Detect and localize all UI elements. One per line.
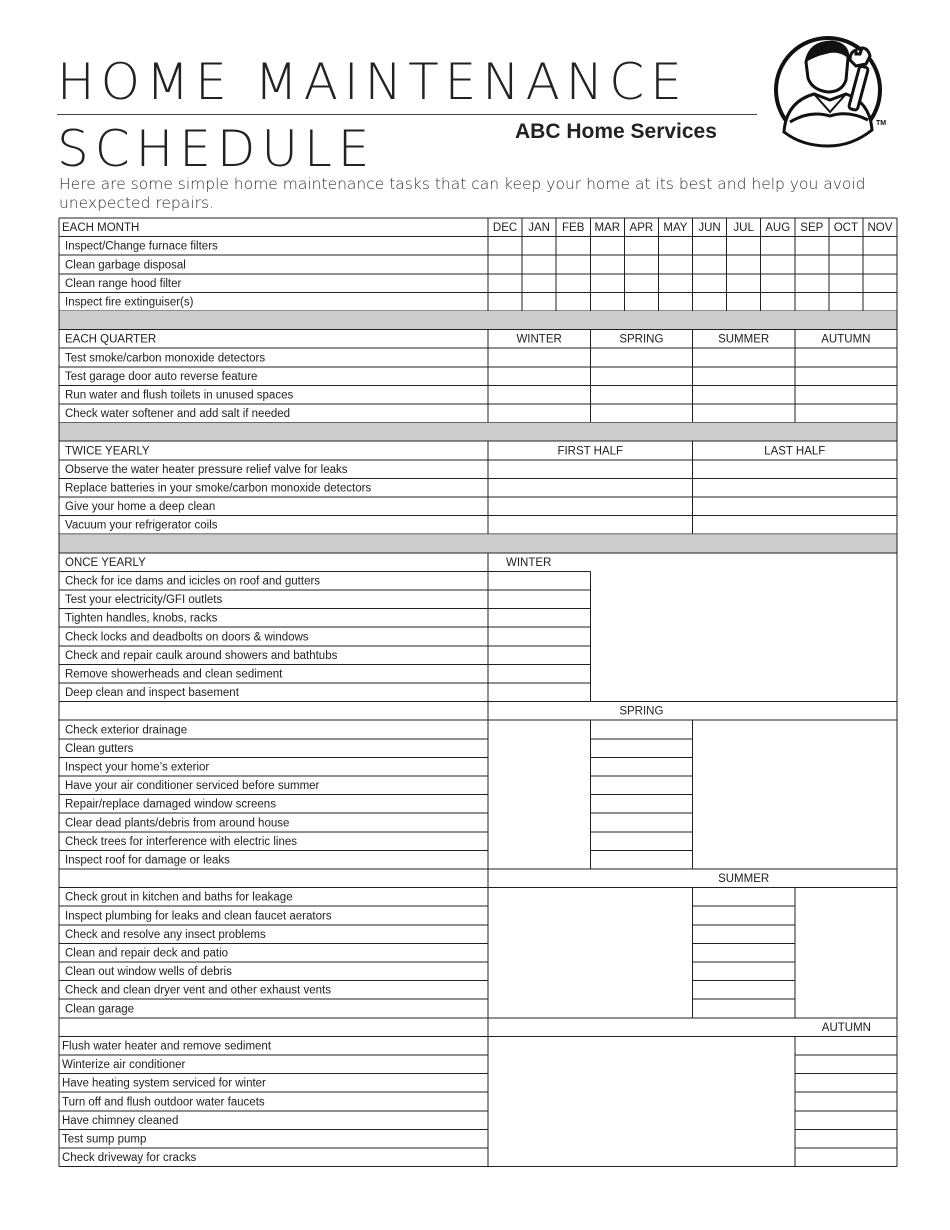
month-checkbox[interactable]	[590, 255, 624, 274]
task-label: Vacuum your refrigerator coils	[65, 519, 218, 532]
month-checkbox[interactable]	[761, 237, 795, 256]
month-checkbox[interactable]	[795, 292, 829, 311]
month-checkbox[interactable]	[556, 255, 590, 274]
month-checkbox[interactable]	[863, 255, 897, 274]
month-checkbox[interactable]	[624, 274, 658, 293]
month-column-header: OCT	[833, 222, 859, 235]
season-checkbox[interactable]	[590, 757, 692, 776]
season-checkbox[interactable]	[693, 962, 795, 981]
season-checkbox[interactable]	[795, 1111, 897, 1130]
quarter-checkbox[interactable]	[590, 385, 692, 404]
quarter-checkbox[interactable]	[795, 404, 897, 423]
month-checkbox[interactable]	[761, 274, 795, 293]
quarter-checkbox[interactable]	[795, 348, 897, 367]
season-checkbox[interactable]	[795, 1129, 897, 1148]
quarter-checkbox[interactable]	[693, 404, 795, 423]
quarter-checkbox[interactable]	[693, 367, 795, 386]
task-label: Clear dead plants/debris from around house	[65, 817, 290, 830]
quarter-checkbox[interactable]	[590, 367, 692, 386]
quarter-checkbox[interactable]	[693, 348, 795, 367]
task-label: Inspect plumbing for leaks and clean faucet aerators	[65, 910, 332, 923]
month-checkbox[interactable]	[522, 274, 556, 293]
season-checkbox[interactable]	[488, 664, 590, 683]
task-label: Observe the water heater pressure relief valve for leaks	[65, 463, 348, 476]
half-checkbox[interactable]	[488, 516, 693, 535]
task-label: Remove showerheads and clean sediment	[65, 668, 283, 681]
season-checkbox[interactable]	[488, 571, 590, 590]
month-checkbox[interactable]	[829, 274, 863, 293]
season-checkbox[interactable]	[590, 832, 692, 851]
task-label: Clean garage	[65, 1003, 135, 1016]
task-label: Check and resolve any insect problems	[65, 928, 266, 941]
task-label: Check trees for interference with electric lines	[65, 835, 298, 848]
task-label: Replace batteries in your smoke/carbon monoxide detectors	[65, 482, 372, 495]
half-checkbox[interactable]	[693, 516, 898, 535]
season-subheader-winter: WINTER	[506, 556, 552, 569]
month-checkbox[interactable]	[522, 292, 556, 311]
task-label: Winterize air conditioner	[62, 1059, 186, 1072]
task-label: Inspect/Change furnace filters	[65, 240, 218, 253]
quarter-checkbox[interactable]	[795, 367, 897, 386]
season-subheader-spring: SPRING	[619, 705, 664, 718]
page-title-line-2: SCHEDULE	[57, 120, 376, 178]
month-checkbox[interactable]	[624, 255, 658, 274]
task-label: Check driveway for cracks	[62, 1152, 197, 1165]
task-label: Clean gutters	[65, 742, 134, 755]
month-column-header: MAR	[594, 222, 621, 235]
month-column-header: JUL	[733, 222, 754, 235]
task-label: Check and repair caulk around showers and bathtubs	[65, 649, 338, 662]
season-checkbox[interactable]	[795, 1074, 897, 1093]
month-checkbox[interactable]	[829, 255, 863, 274]
month-checkbox[interactable]	[522, 237, 556, 256]
intro-text: Here are some simple home maintenance tasks that can keep your home at its best and help you avoid unexpected repairs.	[59, 175, 866, 212]
month-checkbox[interactable]	[727, 255, 761, 274]
season-column-header: AUTUMN	[821, 333, 871, 346]
month-checkbox[interactable]	[488, 274, 522, 293]
month-checkbox[interactable]	[522, 255, 556, 274]
half-checkbox[interactable]	[693, 460, 898, 479]
task-label: Turn off and flush outdoor water faucets	[62, 1096, 265, 1109]
month-checkbox[interactable]	[727, 274, 761, 293]
task-label: Check exterior drainage	[65, 724, 188, 737]
quarter-checkbox[interactable]	[590, 348, 692, 367]
season-checkbox[interactable]	[590, 813, 692, 832]
task-label: Test your electricity/GFI outlets	[65, 594, 223, 607]
task-label: Have heating system serviced for winter	[62, 1077, 266, 1090]
season-checkbox[interactable]	[693, 888, 795, 907]
task-label: Deep clean and inspect basement	[65, 687, 239, 700]
task-label: Inspect roof for damage or leaks	[65, 854, 230, 867]
month-checkbox[interactable]	[829, 237, 863, 256]
half-checkbox[interactable]	[693, 478, 898, 497]
section-separator	[59, 311, 897, 330]
season-checkbox[interactable]	[590, 776, 692, 795]
season-checkbox[interactable]	[488, 646, 590, 665]
task-label: Inspect fire extinguiser(s)	[65, 296, 194, 309]
season-subheader-autumn: AUTUMN	[821, 1021, 871, 1034]
month-checkbox[interactable]	[658, 274, 692, 293]
month-column-header: MAY	[663, 222, 688, 235]
season-checkbox[interactable]	[488, 609, 590, 628]
month-column-header: FEB	[562, 222, 585, 235]
task-label: Check and clean dryer vent and other exhaust vents	[65, 984, 331, 997]
month-column-header: JUN	[698, 222, 721, 235]
task-label: Test garage door auto reverse feature	[65, 370, 258, 383]
quarter-checkbox[interactable]	[795, 385, 897, 404]
month-checkbox[interactable]	[863, 292, 897, 311]
quarter-checkbox[interactable]	[488, 367, 590, 386]
season-column-header: WINTER	[516, 333, 562, 346]
month-checkbox[interactable]	[693, 292, 727, 311]
task-label: Clean range hood filter	[65, 277, 182, 290]
task-label: Have chimney cleaned	[62, 1114, 179, 1127]
quarter-checkbox[interactable]	[488, 348, 590, 367]
month-column-header: AUG	[765, 222, 791, 235]
month-checkbox[interactable]	[590, 292, 624, 311]
month-checkbox[interactable]	[556, 274, 590, 293]
quarter-checkbox[interactable]	[488, 385, 590, 404]
task-label: Run water and flush toilets in unused spaces	[65, 389, 294, 402]
month-checkbox[interactable]	[693, 255, 727, 274]
half-checkbox[interactable]	[693, 497, 898, 516]
trademark-mark: TM	[876, 120, 887, 127]
season-checkbox[interactable]	[590, 720, 692, 739]
season-checkbox[interactable]	[795, 1148, 897, 1167]
section-separator	[59, 534, 897, 553]
season-checkbox[interactable]	[795, 1036, 897, 1055]
month-checkbox[interactable]	[658, 292, 692, 311]
half-checkbox[interactable]	[488, 497, 693, 516]
season-checkbox[interactable]	[590, 850, 692, 869]
season-column-header: SUMMER	[718, 333, 770, 346]
month-column-header: SEP	[800, 222, 824, 235]
half-checkbox[interactable]	[488, 478, 693, 497]
month-checkbox[interactable]	[829, 292, 863, 311]
company-name: ABC Home Services	[515, 120, 717, 143]
task-label: Tighten handles, knobs, racks	[65, 612, 218, 625]
month-checkbox[interactable]	[795, 274, 829, 293]
month-checkbox[interactable]	[693, 274, 727, 293]
month-checkbox[interactable]	[658, 237, 692, 256]
month-column-header: NOV	[867, 222, 893, 235]
section-heading-once-yearly: ONCE YEARLY	[65, 556, 146, 569]
task-label: Test sump pump	[62, 1133, 147, 1146]
season-checkbox[interactable]	[693, 906, 795, 925]
task-label: Clean garbage disposal	[65, 259, 186, 272]
month-checkbox[interactable]	[761, 255, 795, 274]
month-checkbox[interactable]	[488, 237, 522, 256]
task-label: Check locks and deadbolts on doors & windows	[65, 631, 309, 644]
season-checkbox[interactable]	[488, 590, 590, 609]
season-checkbox[interactable]	[590, 739, 692, 758]
month-checkbox[interactable]	[795, 255, 829, 274]
season-checkbox[interactable]	[693, 943, 795, 962]
quarter-checkbox[interactable]	[488, 404, 590, 423]
section-heading-twice-yearly: TWICE YEARLY	[65, 445, 150, 458]
month-column-header: JAN	[528, 222, 550, 235]
task-label: Check for ice dams and icicles on roof and gutters	[65, 575, 321, 588]
month-checkbox[interactable]	[761, 292, 795, 311]
season-subheader-summer: SUMMER	[718, 873, 770, 886]
task-label: Test smoke/carbon monoxide detectors	[65, 352, 266, 365]
season-checkbox[interactable]	[693, 925, 795, 944]
season-checkbox[interactable]	[795, 1055, 897, 1074]
section-separator	[59, 423, 897, 442]
section-heading-each-quarter: EACH QUARTER	[65, 333, 157, 346]
task-label: Check grout in kitchen and baths for leakage	[65, 891, 293, 904]
task-label: Clean and repair deck and patio	[65, 947, 229, 960]
section-heading-each-month: EACH MONTH	[62, 222, 140, 235]
month-checkbox[interactable]	[863, 237, 897, 256]
season-checkbox[interactable]	[488, 683, 590, 702]
half-column-header: LAST HALF	[764, 445, 826, 458]
half-checkbox[interactable]	[488, 460, 693, 479]
season-column-header: SPRING	[619, 333, 664, 346]
task-label: Have your air conditioner serviced before summer	[65, 780, 320, 793]
month-column-header: APR	[629, 222, 654, 235]
month-checkbox[interactable]	[727, 292, 761, 311]
season-checkbox[interactable]	[693, 999, 795, 1018]
task-label: Clean out window wells of debris	[65, 966, 232, 979]
task-label: Give your home a deep clean	[65, 501, 216, 514]
month-checkbox[interactable]	[590, 274, 624, 293]
month-checkbox[interactable]	[556, 292, 590, 311]
month-checkbox[interactable]	[488, 292, 522, 311]
month-checkbox[interactable]	[727, 237, 761, 256]
month-checkbox[interactable]	[693, 237, 727, 256]
season-checkbox[interactable]	[795, 1092, 897, 1111]
half-column-header: FIRST HALF	[557, 445, 624, 458]
page-title-line-1: HOME MAINTENANCE	[57, 53, 688, 111]
quarter-checkbox[interactable]	[693, 385, 795, 404]
month-checkbox[interactable]	[658, 255, 692, 274]
season-checkbox[interactable]	[488, 627, 590, 646]
month-checkbox[interactable]	[590, 237, 624, 256]
season-checkbox[interactable]	[693, 981, 795, 1000]
task-label: Flush water heater and remove sediment	[62, 1040, 272, 1053]
task-label: Check water softener and add salt if needed	[65, 408, 291, 421]
month-checkbox[interactable]	[488, 255, 522, 274]
task-label: Repair/replace damaged window screens	[65, 798, 276, 811]
quarter-checkbox[interactable]	[590, 404, 692, 423]
task-label: Inspect your home’s exterior	[65, 761, 210, 774]
season-checkbox[interactable]	[590, 795, 692, 814]
month-checkbox[interactable]	[556, 237, 590, 256]
month-column-header: DEC	[492, 222, 518, 235]
month-checkbox[interactable]	[624, 292, 658, 311]
month-checkbox[interactable]	[795, 237, 829, 256]
month-checkbox[interactable]	[863, 274, 897, 293]
month-checkbox[interactable]	[624, 237, 658, 256]
